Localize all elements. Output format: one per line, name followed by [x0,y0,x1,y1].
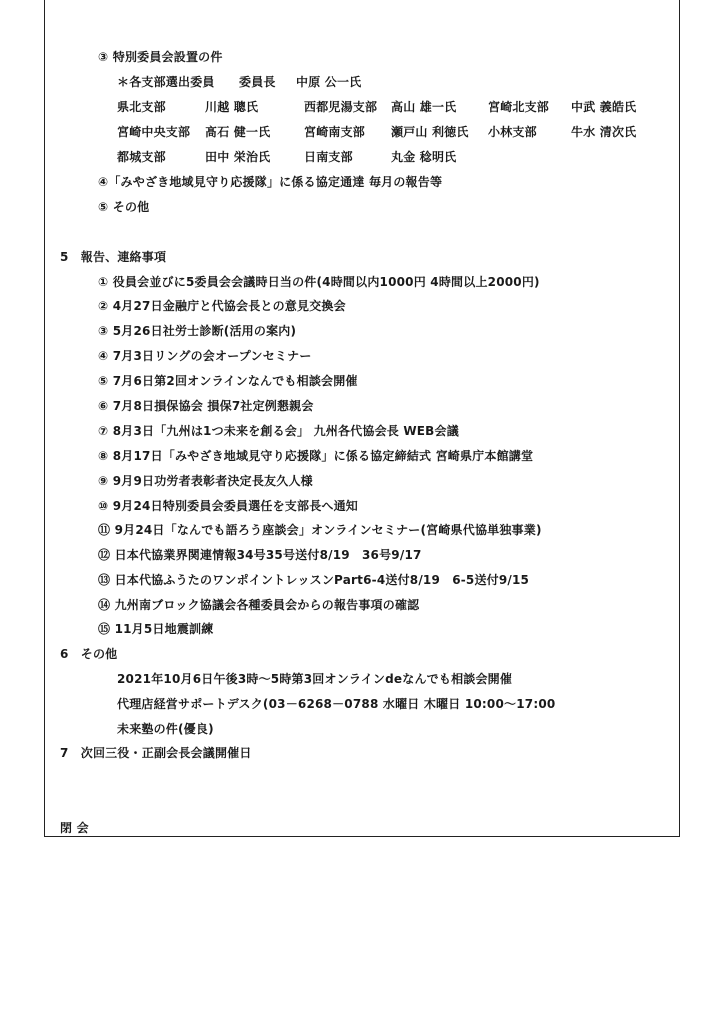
committee-heading: ＊各支部選出委員 [117,75,215,89]
committee-chair-title: 委員長 [239,75,276,89]
other-line: 未来塾の件(優良) [117,722,214,736]
branch-name: 都城支部 [117,150,166,164]
branch-name: 西都児湯支部 [304,100,378,114]
member-name: 牛水 清次氏 [571,125,637,139]
report-item: ⑪ 9月24日「なんでも語ろう座談会」オンラインセミナー(宮崎県代協単独事業) [98,523,542,537]
branch-name: 宮崎中央支部 [117,125,191,139]
report-item: ⑥ 7月8日損保協会 損保7社定例懇親会 [98,399,314,413]
committee-chair-name: 中原 公一氏 [296,75,362,89]
report-item: ⑨ 9月9日功労者表彰者決定長友久人様 [98,474,313,488]
report-item: ⑮ 11月5日地震訓練 [98,622,214,636]
section-7-heading: 7 次回三役・正副会長会議開催日 [60,746,252,760]
member-name: 田中 栄治氏 [205,150,271,164]
report-item: ① 役員会並びに5委員会会議時日当の件(4時間以内1000円 4時間以上2000円) [98,275,540,289]
branch-name: 小林支部 [488,125,537,139]
report-item: ⑤ 7月6日第2回オンラインなんでも相談会開催 [98,374,358,388]
member-name: 高山 雄一氏 [391,100,457,114]
section-5-heading: 5 報告、連絡事項 [60,250,167,264]
member-name: 髙石 健一氏 [205,125,271,139]
report-item: ③ 5月26日社労士診断(活用の案内) [98,324,297,338]
branch-name: 宮崎南支部 [304,125,366,139]
report-item: ② 4月27日金融庁と代協会長との意見交換会 [98,299,346,313]
report-item: ⑫ 日本代協業界関連情報34号35号送付8/19 36号9/17 [98,548,422,562]
branch-name: 日南支部 [304,150,353,164]
sub-item-5: ⑤ その他 [98,200,150,214]
report-item: ⑦ 8月3日「九州は1つ未来を創る会」 九州各代協会長 WEB会議 [98,424,459,438]
member-name: 中武 義皓氏 [571,100,637,114]
report-item: ⑬ 日本代協ふうたのワンポイントレッスンPart6-4送付8/19 6-5送付9/15 [98,573,530,587]
report-item: ④ 7月3日リングの会オープンセミナー [98,349,312,363]
closing-text: 閉 会 [60,821,89,835]
other-line: 代理店経営サポートデスク(03－6268－0788 水曜日 木曜日 10:00～17:00 [117,697,556,711]
sub-item-4: ④「みやざき地域見守り応援隊」に係る協定通達 毎月の報告等 [98,175,443,189]
section-6-heading: 6 その他 [60,647,118,661]
member-name: 川越 聰氏 [205,100,259,114]
report-item: ⑩ 9月24日特別委員会委員選任を支部長へ通知 [98,499,358,513]
sub-item-3: ③ 特別委員会設置の件 [98,50,223,64]
report-item: ⑭ 九州南ブロック協議会各種委員会からの報告事項の確認 [98,598,420,612]
member-name: 瀬戸山 利徳氏 [391,125,469,139]
other-line: 2021年10月6日午後3時～5時第3回オンラインdeなんでも相談会開催 [117,672,513,686]
member-name: 丸金 稔明氏 [391,150,457,164]
branch-name: 宮崎北支部 [488,100,550,114]
report-item: ⑧ 8月17日「みやざき地域見守り応援隊」に係る協定締結式 宮崎県庁本館講堂 [98,449,534,463]
branch-name: 県北支部 [117,100,166,114]
